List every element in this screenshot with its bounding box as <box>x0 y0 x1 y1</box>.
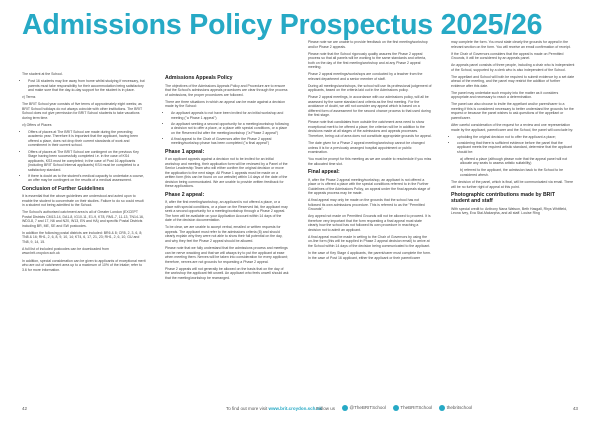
page-number-right: 43 <box>572 406 578 411</box>
paragraph: If, after the first meeting/workshop, an applicant is not offered a place, or a place with special conditions, or a place on the Reserved list, the applicant may seek a second opportunity for a meeting/workshop through a Phase 2 appeal. The form will be available on your Application Account within 14 days of the date of the decision documentation. <box>165 200 288 223</box>
paragraph: Please note that candidates from outside the catchment area need to show exceptional merit to be offered a place; the criterion will be in addition to the decisions made at all stages of the admissions and appeals processes. Therefore, being out of area does not constitute appropriate grounds for appeal. <box>308 120 432 138</box>
section-heading: Conclusion of Further Guidelines <box>22 185 105 192</box>
paragraph: Please note we are unable to provide feedback on the first meeting/workshop and/or Phase 2 appeals. <box>308 40 428 49</box>
paragraph: You must be prompt for this meeting as we are unable to reschedule if you miss the allocated time slot. <box>308 157 432 166</box>
paragraph: In addition the following postal districts are included: BR6 & 8; CR5, 2, 3, 6, 8; TN8 & 16; RH1, 2, 6, 8, 9, 10, 14; KT4, 6, 17, 21, 23; RH1, 2, 6, 10, GU and TN8, 9, 14, 15. <box>22 230 143 244</box>
paragraph: Please note that we fully understand that the admissions process and meetings can be nerve wracking and that we will always try to put the applicant at ease when meeting them. Nerves will be taken into consideration for every applicant; therefore, nerves are not grounds for requesting a Phase 2 appeal. <box>165 246 288 264</box>
paragraph: Phase 2 appeals will not generally be allowed on the basis that on the day of the workshop the applicant felt unwell. An applicant who feels unwell should ask that the meeting/workshop be rearranged. <box>165 266 289 280</box>
social-handle-1[interactable] <box>342 405 386 411</box>
list-item: • Offers of places at The BRIT School are contingent on the previous Key Stage having been successfully completed i.e. in the case of KS4 applicants, KS3 must be completed; in the case of Post 16 applicants (including BRIT School Internal applicants) KS4 must be completed to a satisfactory standard. <box>28 150 146 173</box>
page-title: Admissions Policy Prospectus 2025/26 <box>22 9 543 41</box>
bullet-list <box>28 130 146 183</box>
paragraph: To be clear, we are unable to accept verbal, emailed or written requests for appeals. The applicant must refer to the admissions criteria (8) and should clearly explain why they were not able to show their full potential on the day, and why they feel the Phase 2 appeal should be allowed. <box>165 225 283 243</box>
social-handle-2[interactable] <box>393 405 432 411</box>
section-heading: Photographic contributions made by BRIT student and staff <box>451 192 556 205</box>
list-item: • Offers of places at The BRIT School are made during the preceding academic year. Therefore it is important that the applicant, having been offered a place, does not drop their current standards of work and commitment in their current school. <box>28 130 146 148</box>
footer <box>0 403 600 417</box>
paragraph: A final appeal may only be made on the grounds that the school has not followed its own admissions procedure. This is referred to as the "Permitted Grounds". <box>308 198 425 212</box>
website-link[interactable]: www.brit.croydon.sch.uk <box>268 406 322 411</box>
list-item: • A final appeal to the Chair of Governors after the Phase 2 appeal meeting/workshop phase has been completed ("a final appeal") <box>171 137 289 146</box>
paragraph: It is essential that the above guidelines are understood and acted upon to enable the student to concentrate on their studies. Failure to do so could result in a student not being admitted to the School. <box>22 194 144 208</box>
paragraph: The date given for a Phase 2 appeal meeting/workshop cannot be changed unless it is for a previously arranged hospital appointment or public examination. <box>308 141 425 155</box>
paragraph: Phase 2 appeal meetings, in accordance with our admissions policy, will all be assessed by the same standard and criteria as the first meeting. For the avoidance of doubt, we will not consider any appeal which is based on a different form of assessment for the second chance process to that used during the first stage. <box>308 95 431 118</box>
paragraph: Phase 2 appeal meetings/workshops are conducted by a teacher from the relevant department and a senior member of staff. <box>308 72 423 81</box>
paragraph: The panel can also choose to invite the appellant and/or parent/carer to a meeting if this is considered necessary to better understand the grounds for the request or because the panel wishes to ask questions of the appellant or parent/carer. <box>451 102 574 120</box>
find-prefix: To find out more visit <box>226 406 269 411</box>
handle-text: @TheBRITSchool <box>349 405 386 411</box>
paragraph: If the Chair of Governors considers that the appeal is made on Permitted Grounds, it will be considered by an appeals panel. <box>451 51 564 61</box>
paragraph: may complete the form. You must state clearly the grounds for appeal in the relevant section on the form. You will receive an email confirmation of receipt. <box>451 40 571 49</box>
paragraph: During all meetings/workshops, the school will use its professional judgement of applicants, based on the criteria laid out in the Admissions policy. <box>308 83 432 93</box>
bullet-list <box>457 135 575 155</box>
paragraph: The decision of the panel, which is final, will be communicated via email. There will be no further right of appeal at this point. <box>451 180 574 189</box>
paragraph: If, after the Phase 2 appeal meeting/workshop, an applicant is not offered a place or is offered a place with the special conditions referred to in the Further Guidelines of the Admissions Policy, an appeal under the final appeals stage of the appeals process may be made. <box>308 177 431 196</box>
paragraph: With special credit to: Anthony Nana Watson, Beth Hasgall, Rhys Whitfield, Leona Ivey, Eva Stai-Makarpha, and all staff. Louise Ring <box>451 206 568 216</box>
paragraph: After careful consideration of the request for a review and one representation made by the applicant, parent/carer and the School, the panel will conclude by: <box>451 123 574 132</box>
paragraph: There are three situations in which an appeal can be made against a decision made by the School: <box>165 99 286 109</box>
paragraph: The objectives of the Admissions Appeals Policy and Procedure are to ensure that the School's admissions appeals procedures are clear through the process of admissions, the proper procedures are followed. <box>165 83 288 97</box>
paragraph: In the case of Key Stage 4 applicants, the parent/carer must complete the form. In the case of Post 16 applicant, either the applicant or their parent/carer <box>308 251 431 260</box>
bullet-list <box>171 111 289 146</box>
section-label: v) Terms <box>22 95 36 100</box>
paragraph: The student at the School. <box>22 72 63 76</box>
paragraph: If an applicant appeals against a decision not to be invited for an initial workshop and meeting, their application form will be reviewed by a Panel of the Senior Leadership Team who will either confirm the original decision or move the application to the next stage. All Phase 1 appeals must be made on a written form (this can be found on our website) within 14 days of the date of the decision being communicated. We are unable to provide written feedback for these applications. <box>165 157 288 189</box>
follow-label: Follow us <box>316 405 336 411</box>
paragraph: The appellant and School will both be required to submit evidence by a set date ahead of the meeting, and the panel may restrict the addition of further evidence after this date. <box>451 74 575 88</box>
list-item: • upholding the original decision not to offer the applicant a place; <box>457 135 575 140</box>
social-handle-3[interactable] <box>439 405 472 411</box>
find-out-more <box>226 406 322 411</box>
facebook-icon <box>393 405 399 411</box>
social-links <box>316 405 472 411</box>
page-number-left: 42 <box>22 406 28 411</box>
instagram-icon <box>439 405 445 411</box>
column-3 <box>308 40 432 263</box>
list-item: • considering that there is sufficient evidence before the panel that the applicant meets the required artistic standard, determine that the applicant should be: <box>457 141 575 155</box>
section-heading: Admissions Appeals Policy <box>165 75 233 81</box>
paragraph: Any appeal not made on Permitted Grounds will not be allowed to proceed. It is therefore very important that the form requesting a final appeal must state clearly how the school has not followed its own procedure in reaching a decision not to admit an applicant. <box>308 214 431 232</box>
sub-item: b) referred to the applicant, the admission back to the School to be considered afresh. <box>460 168 564 177</box>
column-1 <box>22 72 146 275</box>
list-item: • An applicant appeals to not have been invited for an initial workshop and meeting ("a Phase 1 appeal") <box>171 111 289 120</box>
paragraph: The School's authorised catchment area is all of Greater London (EXCEPT Postal Districts CM13-14, DA1-8, IG10-11, E1-9, KT8, RM1-7, 11-13, TN14-16, WD3-8, 7 and 17, N6 and N20, W13, EN and HA) and specific Postal Districts including BR, ME, SE and SW postcodes. <box>22 210 144 228</box>
column-4 <box>451 40 575 218</box>
sub-item: a) offered a place (although please note that the appeal panel will not allocate any seats to assess artistic suitability) <box>460 156 568 166</box>
bullet-list <box>28 79 146 93</box>
paragraph: The BRIT School year consists of five terms of approximately eight weeks; as BRIT School holidays do not always coincide with other institutions. The BRIT School does not give permission for BRIT School students to take vacations during term time. <box>22 102 143 120</box>
paragraph: An appeals panel consists of three people, including a chair who is independent of the School, supported by a clerk who is also independent of the School. <box>451 63 575 72</box>
list-item: • If there is doubt as to the student's medical capacity to undertake a course, an offer may be contingent on the results of a medical assessment. <box>28 174 146 183</box>
paragraph: The panel may undertake such enquiry into the matter as it considers appropriate and necessary to reach a determination. <box>451 90 559 100</box>
section-heading: Phase 2 appeal: <box>165 191 205 198</box>
handle-text: TheBRITSchool <box>400 405 433 411</box>
handle-text: thebritschool <box>446 405 473 411</box>
paragraph: A full list of included postcodes can be downloaded from www.brit.croydon.sch.uk <box>22 246 109 256</box>
column-2 <box>165 72 289 283</box>
section-heading: Phase 1 appeal: <box>165 148 205 155</box>
section-heading: Final appeal: <box>308 169 340 176</box>
paragraph: In addition, special consideration can be given to applicants of exceptional merit who are out of catchment area up to a maximum of 10% of the intake; refer to 3.6 for more information. <box>22 258 146 272</box>
list-item: • Post 16 students may live away from home whilst studying if necessary, but parents must take responsibility for their accommodation being satisfactory and make sure that the day-to-day support for the student is in place. <box>28 79 146 93</box>
paragraph: Please note that the School rigorously quality assures the Phase 2 appeal process so that all panels will be working to the same standards and criteria, both on the day of the first meeting/workshop and at any Phase 2 appeal meeting. <box>308 51 427 70</box>
twitter-icon <box>342 405 348 411</box>
list-item: • An applicant seeking a second opportunity for a meeting/workshop following a decision not to offer a place, or a place with special conditions, or a place on the Reserved list after the meeting/workshop ("a Phase 2 appeal") <box>171 122 289 136</box>
section-label: vi) Offers of Places <box>22 122 52 127</box>
paragraph: A final appeal must be made in writing to the Chair of Governors by using the on-line form (this will be supplied in Phase 2 appeal decision email) to arrive at the School within 14 days of the decision being communicated to the applicant. <box>308 234 431 248</box>
